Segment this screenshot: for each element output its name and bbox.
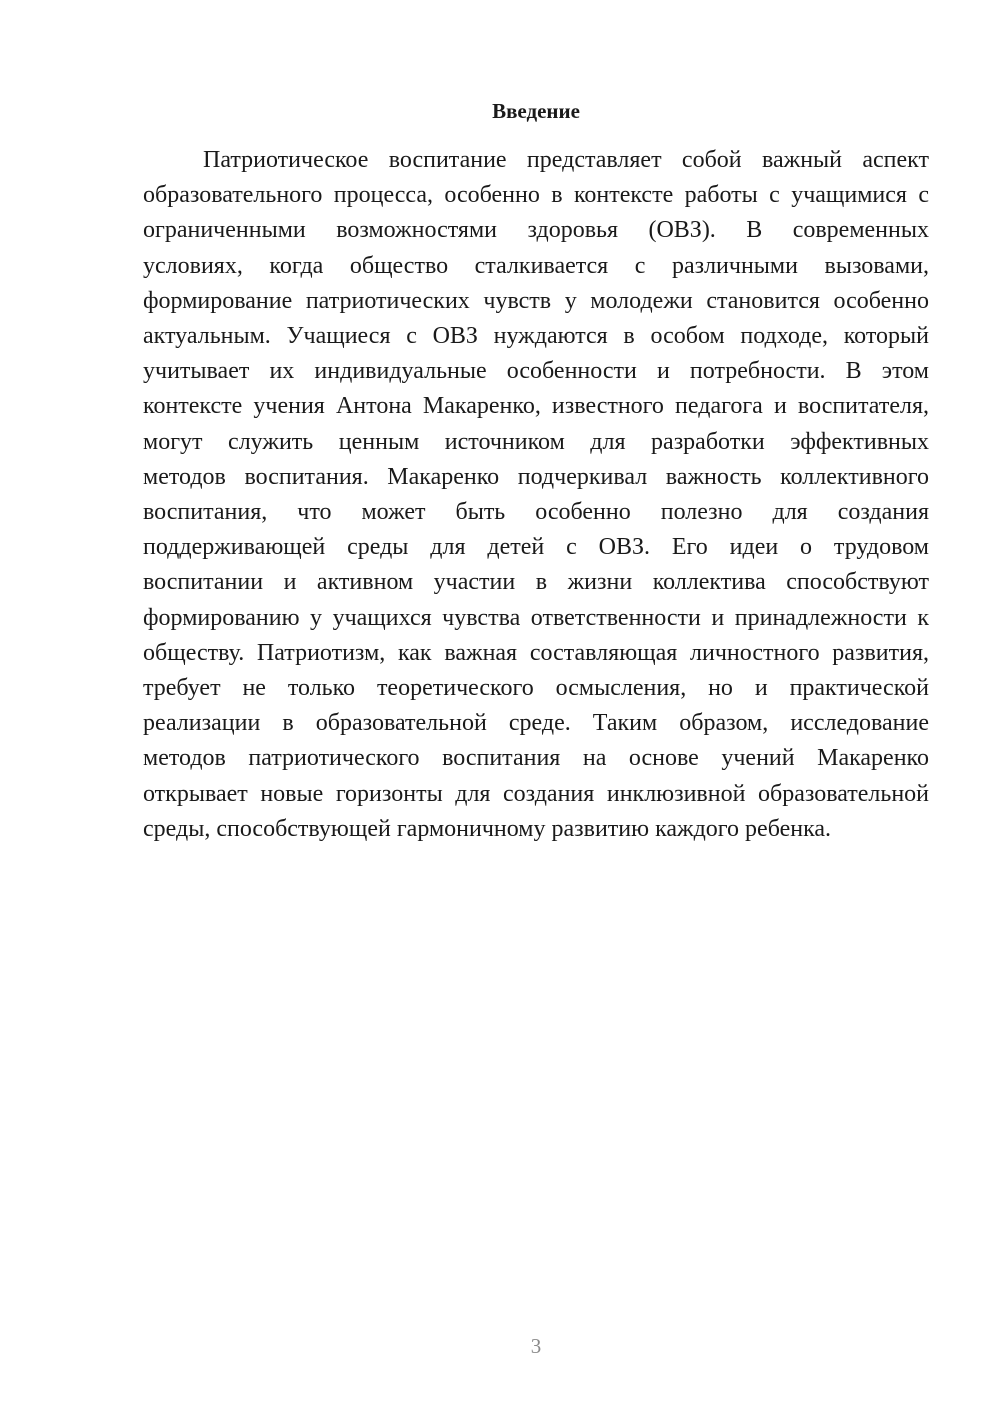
paragraph-line: воспитании и активном участии в жизни коллектива способствуют xyxy=(143,569,929,596)
paragraph-line: требует не только теоретического осмысления, но и практической xyxy=(143,675,929,702)
intro-paragraph xyxy=(143,143,929,847)
section-heading: Введение xyxy=(492,99,580,123)
paragraph-line: ограниченными возможностями здоровья (ОВЗ). В современных xyxy=(143,217,929,244)
page-number: 3 xyxy=(530,1334,542,1358)
paragraph-line: формирование патриотических чувств у молодежи становится особенно xyxy=(143,287,929,314)
paragraph-line: поддерживающей среды для детей с ОВЗ. Его идеи о трудовом xyxy=(143,534,929,561)
paragraph-line: актуальным. Учащиеся с ОВЗ нуждаются в особом подходе, который xyxy=(143,323,929,350)
paragraph-line: реализации в образовательной среде. Таким образом, исследование xyxy=(143,710,929,737)
paragraph-line: Патриотическое воспитание представляет собой важный аспект xyxy=(203,147,929,173)
paragraph-line: учитывает их индивидуальные особенности и потребности. В этом xyxy=(143,358,929,385)
paragraph-line: условиях, когда общество сталкивается с различными вызовами, xyxy=(143,252,929,279)
paragraph-line: образовательного процесса, особенно в контексте работы с учащимися с xyxy=(143,182,929,209)
paragraph-line: обществу. Патриотизм, как важная составляющая личностного развития, xyxy=(143,639,929,666)
paragraph-line: воспитания, что может быть особенно полезно для создания xyxy=(143,499,929,526)
paragraph-line: контексте учения Антона Макаренко, известного педагога и воспитателя, xyxy=(143,393,929,420)
paragraph-line: среды, способствующей гармоничному развитию каждого ребенка. xyxy=(143,815,832,842)
paragraph-line: методов воспитания. Макаренко подчеркивал важность коллективного xyxy=(143,463,929,490)
paragraph-line: открывает новые горизонты для создания инклюзивной образовательной xyxy=(143,780,929,807)
paragraph-line: методов патриотического воспитания на основе учений Макаренко xyxy=(143,745,929,772)
paragraph-line: формированию у учащихся чувства ответственности и принадлежности к xyxy=(143,604,929,631)
paragraph-line: могут служить ценным источником для разработки эффективных xyxy=(143,428,929,455)
